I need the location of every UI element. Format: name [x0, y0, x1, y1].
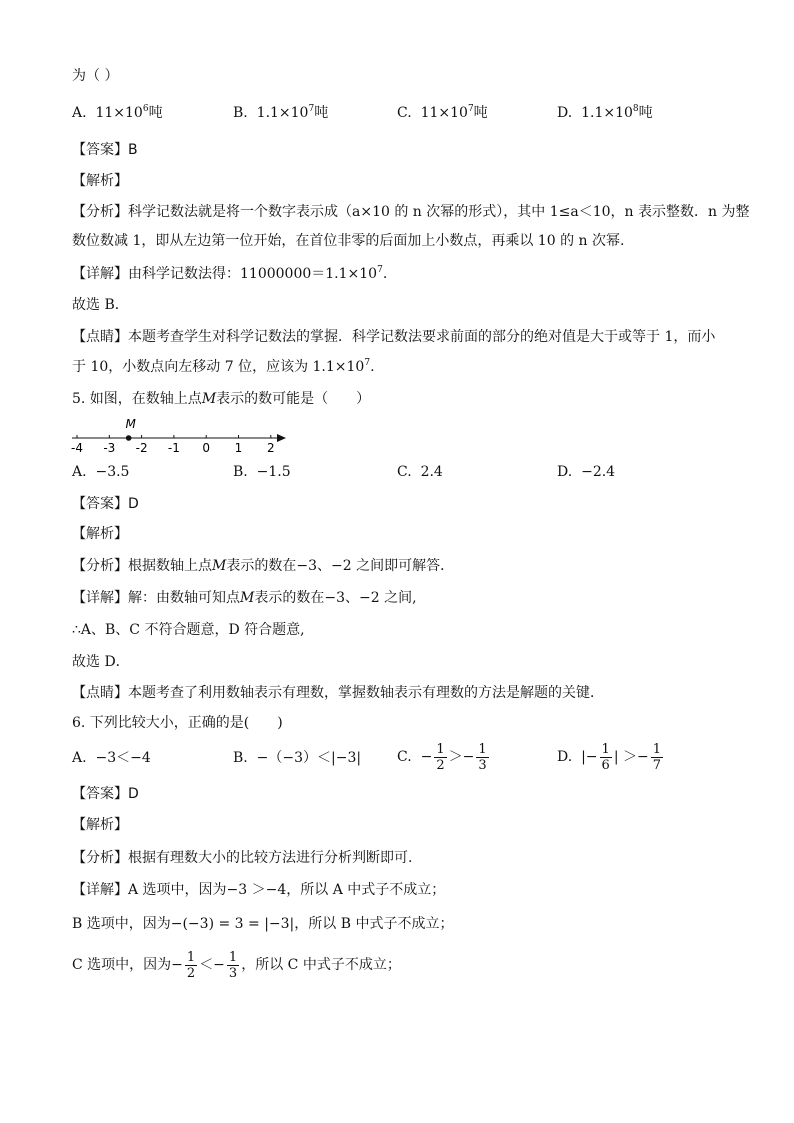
q6-answer: 【答案】D — [72, 786, 139, 802]
number-line-tick-label: 1 — [234, 441, 243, 454]
fraction-one-sixth: $\frac{1}{6}$ — [601, 741, 610, 773]
fraction-one-third-detail: $\frac{1}{3}$ — [228, 949, 238, 981]
q4-analysis-label: 【解析】 — [72, 173, 128, 189]
q6-stem: 6. 下列比较大小，正确的是( ) — [72, 715, 283, 731]
number-line-tick-label: 2 — [266, 441, 275, 454]
q4-option-a[interactable]: A. $11\times 10^6$吨 — [72, 104, 163, 121]
q6-analysis-label: 【解析】 — [72, 817, 128, 833]
q6-detail-a: 【详解】A 选项中，因为−3 ＞−4，所以 A 中式子不成立； — [72, 882, 446, 898]
q4-comment-2: 于 10，小数点向左移动 7 位，应该为 $1.1\times 10^7$. — [72, 358, 375, 375]
q5-option-a[interactable]: A. −3.5 — [72, 464, 130, 480]
q5-analysis-label: 【解析】 — [72, 526, 128, 542]
q6-detail-b: B 选项中，因为−(−3) = 3 = |−3|，所以 B 中式子不成立； — [72, 916, 454, 932]
q6-option-b[interactable]: B. −（−3）＜|−3| — [233, 750, 362, 766]
number-line — [66, 412, 296, 454]
q4-answer: 【答案】B — [72, 142, 138, 158]
q5-answer: 【答案】D — [72, 496, 139, 512]
q4-stem-tail: 为（ ） — [72, 68, 119, 84]
fraction-one-seventh: $\frac{1}{7}$ — [652, 741, 662, 773]
q4-comment-1: 【点睛】本题考查学生对科学记数法的掌握．科学记数法要求前面的部分的绝对值是大于或等于 1，而小 — [72, 329, 716, 345]
q6-option-a[interactable]: A. −3＜−4 — [72, 750, 151, 766]
fraction-one-half: $\frac{1}{2}$ — [436, 741, 445, 773]
q4-option-d[interactable]: D. $1.1\times 10^8$吨 — [557, 104, 653, 121]
q4-detail: 【详解】由科学记数法得：$11000000=1.1\times 10^7$. — [72, 265, 388, 282]
q6-detail-c: C 选项中，因为− $\frac{1}{2}$ ＜− $\frac{1}{3}$ ，所以 C 中式子不成立； — [72, 949, 401, 981]
q5-choice: 故选 D． — [72, 654, 130, 670]
q5-comment: 【点睛】本题考查了利用数轴表示有理数，掌握数轴表示有理数的方法是解题的关键． — [72, 685, 604, 701]
number-line-tick-label: -4 — [71, 441, 83, 454]
number-line-tick-label: -2 — [135, 441, 148, 454]
q6-option-d[interactable]: D. |− $\frac{1}{6}$ | ＞− $\frac{1}{7}$ — [557, 741, 662, 773]
q5-stem: 5. 如图，在数轴上点M表示的数可能是（ ） — [72, 391, 371, 407]
fraction-one-third: $\frac{1}{3}$ — [478, 741, 487, 773]
q5-therefore: ∴A、B、C 不符合题意，D 符合题意, — [72, 622, 305, 638]
number-line-tick-label: -1 — [167, 441, 180, 454]
number-line-arrow-icon — [277, 434, 286, 442]
point-m-label: M — [125, 417, 136, 431]
q4-analysis-2: 数位数减 1，即从左边第一位开始，在首位非零的后面加上小数点，再乘以 10 的 n 次幂. — [72, 233, 625, 249]
number-line-tick-label: 0 — [202, 441, 211, 454]
q5-option-c[interactable]: C. 2.4 — [397, 464, 443, 480]
q6-option-c[interactable]: C. − $\frac{1}{2}$ ＞− $\frac{1}{3}$ — [397, 741, 487, 773]
number-line-tick-label: -3 — [103, 441, 116, 454]
q5-detail: 【详解】解：由数轴可知点M表示的数在−3、−2 之间, — [72, 590, 417, 606]
q4-option-c[interactable]: C. $11\times 10^7$吨 — [397, 104, 488, 121]
q4-option-b[interactable]: B. $1.1\times 10^7$吨 — [233, 104, 329, 121]
q5-analysis: 【分析】根据数轴上点M表示的数在−3、−2 之间即可解答． — [72, 558, 455, 574]
q4-choice: 故选 B． — [72, 297, 129, 313]
q5-option-d[interactable]: D. −2.4 — [557, 464, 616, 480]
q5-option-b[interactable]: B. −1.5 — [233, 464, 291, 480]
q6-analysis: 【分析】根据有理数大小的比较方法进行分析判断即可. — [72, 850, 413, 866]
point-m-marker — [126, 435, 132, 441]
q4-analysis-1: 【分析】科学记数法就是将一个数字表示成（a×10 的 n 次幂的形式），其中 1≤a＜10，n 表示整数．n 为整 — [72, 204, 750, 220]
fraction-one-half-detail: $\frac{1}{2}$ — [186, 949, 196, 981]
